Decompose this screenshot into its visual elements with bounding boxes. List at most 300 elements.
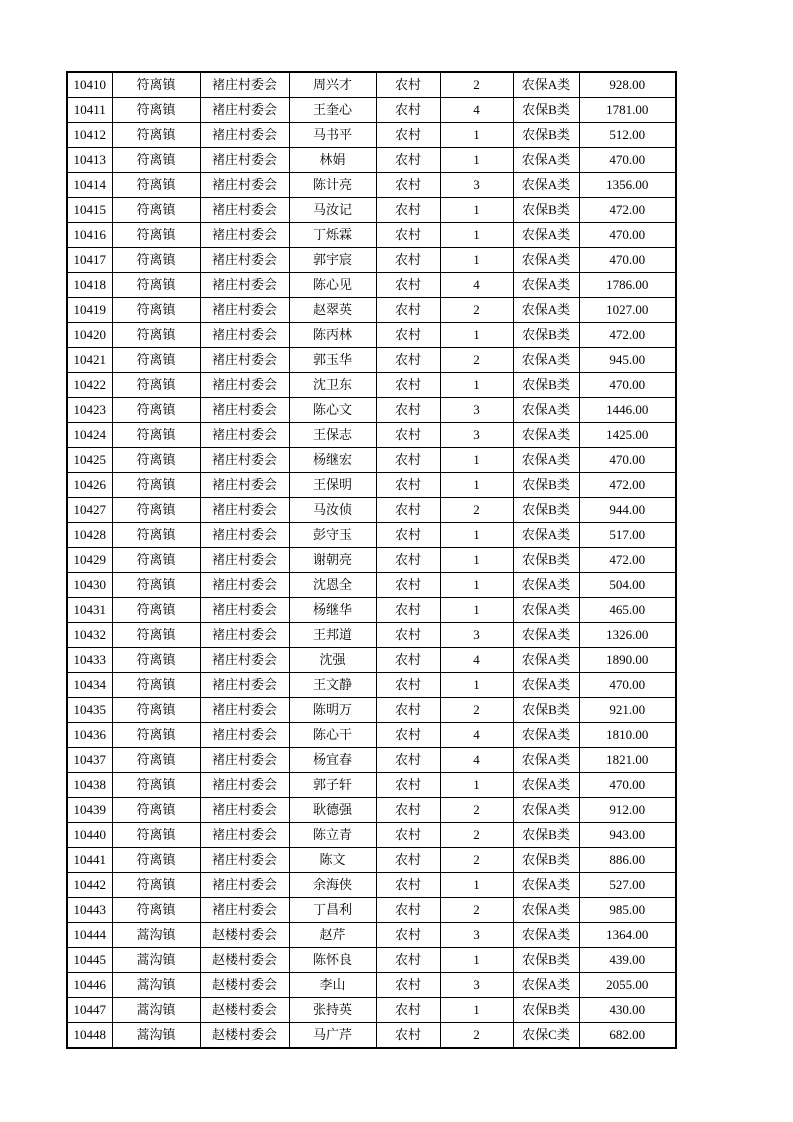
cell-village-committee: 褚庄村委会 [200,748,289,773]
cell-insurance-category: 农保B类 [513,123,579,148]
cell-person-name: 余海侠 [289,873,376,898]
cell-insurance-category: 农保B类 [513,823,579,848]
cell-amount: 472.00 [579,473,676,498]
cell-village-committee: 褚庄村委会 [200,448,289,473]
cell-amount: 682.00 [579,1023,676,1049]
table-row [67,498,676,523]
cell-village-committee: 褚庄村委会 [200,498,289,523]
cell-village-committee: 赵楼村委会 [200,998,289,1023]
cell-village-committee: 褚庄村委会 [200,523,289,548]
cell-insurance-category: 农保A类 [513,873,579,898]
cell-amount: 470.00 [579,248,676,273]
cell-household-type: 农村 [376,798,440,823]
cell-village-committee: 褚庄村委会 [200,98,289,123]
cell-village-committee: 褚庄村委会 [200,873,289,898]
cell-village-committee: 褚庄村委会 [200,72,289,98]
cell-person-count: 1 [440,523,513,548]
cell-record-id: 10443 [67,898,112,923]
table-row [67,223,676,248]
cell-household-type: 农村 [376,748,440,773]
cell-town: 符离镇 [112,173,200,198]
cell-household-type: 农村 [376,373,440,398]
cell-town: 符离镇 [112,448,200,473]
cell-person-count: 3 [440,973,513,998]
cell-amount: 945.00 [579,348,676,373]
table-row [67,973,676,998]
cell-person-count: 1 [440,573,513,598]
cell-insurance-category: 农保B类 [513,948,579,973]
cell-amount: 1781.00 [579,98,676,123]
cell-record-id: 10436 [67,723,112,748]
cell-person-count: 1 [440,873,513,898]
cell-household-type: 农村 [376,873,440,898]
cell-town: 符离镇 [112,323,200,348]
cell-person-name: 王保志 [289,423,376,448]
cell-person-count: 4 [440,723,513,748]
cell-household-type: 农村 [376,623,440,648]
cell-person-name: 陈计亮 [289,173,376,198]
cell-record-id: 10416 [67,223,112,248]
cell-amount: 921.00 [579,698,676,723]
cell-insurance-category: 农保B类 [513,698,579,723]
cell-amount: 886.00 [579,848,676,873]
cell-person-name: 沈恩全 [289,573,376,598]
cell-village-committee: 褚庄村委会 [200,148,289,173]
cell-person-count: 3 [440,623,513,648]
cell-household-type: 农村 [376,323,440,348]
cell-insurance-category: 农保A类 [513,723,579,748]
cell-person-name: 耿德强 [289,798,376,823]
cell-household-type: 农村 [376,548,440,573]
cell-amount: 1027.00 [579,298,676,323]
cell-person-count: 1 [440,248,513,273]
cell-insurance-category: 农保B类 [513,373,579,398]
cell-household-type: 农村 [376,923,440,948]
cell-town: 符离镇 [112,348,200,373]
cell-amount: 1890.00 [579,648,676,673]
cell-record-id: 10445 [67,948,112,973]
table-row [67,698,676,723]
cell-record-id: 10437 [67,748,112,773]
table-row [67,398,676,423]
cell-person-count: 2 [440,898,513,923]
cell-person-count: 3 [440,423,513,448]
cell-village-committee: 褚庄村委会 [200,198,289,223]
cell-person-count: 1 [440,673,513,698]
cell-person-name: 沈卫东 [289,373,376,398]
cell-insurance-category: 农保A类 [513,348,579,373]
cell-town: 符离镇 [112,123,200,148]
cell-insurance-category: 农保A类 [513,298,579,323]
cell-amount: 1821.00 [579,748,676,773]
cell-village-committee: 褚庄村委会 [200,598,289,623]
cell-village-committee: 褚庄村委会 [200,373,289,398]
cell-person-count: 2 [440,698,513,723]
cell-amount: 2055.00 [579,973,676,998]
cell-town: 符离镇 [112,648,200,673]
cell-record-id: 10420 [67,323,112,348]
cell-village-committee: 赵楼村委会 [200,948,289,973]
cell-person-count: 2 [440,1023,513,1049]
cell-town: 符离镇 [112,373,200,398]
table-body [67,72,676,1048]
table-row [67,123,676,148]
table-row [67,323,676,348]
cell-amount: 470.00 [579,448,676,473]
cell-person-count: 3 [440,923,513,948]
cell-record-id: 10429 [67,548,112,573]
cell-household-type: 农村 [376,698,440,723]
cell-household-type: 农村 [376,72,440,98]
cell-person-count: 4 [440,273,513,298]
cell-town: 符离镇 [112,773,200,798]
cell-village-committee: 褚庄村委会 [200,823,289,848]
cell-town: 符离镇 [112,873,200,898]
cell-insurance-category: 农保A类 [513,72,579,98]
cell-insurance-category: 农保A类 [513,898,579,923]
cell-household-type: 农村 [376,173,440,198]
cell-household-type: 农村 [376,248,440,273]
cell-household-type: 农村 [376,473,440,498]
cell-person-count: 2 [440,348,513,373]
cell-town: 符离镇 [112,748,200,773]
cell-person-name: 陈立青 [289,823,376,848]
cell-town: 符离镇 [112,298,200,323]
cell-insurance-category: 农保A类 [513,798,579,823]
cell-amount: 470.00 [579,223,676,248]
cell-person-name: 陈明万 [289,698,376,723]
table-row [67,748,676,773]
cell-amount: 1786.00 [579,273,676,298]
cell-amount: 517.00 [579,523,676,548]
cell-amount: 470.00 [579,148,676,173]
cell-village-committee: 褚庄村委会 [200,548,289,573]
cell-insurance-category: 农保A类 [513,623,579,648]
cell-insurance-category: 农保A类 [513,973,579,998]
cell-town: 符离镇 [112,398,200,423]
cell-record-id: 10423 [67,398,112,423]
cell-person-name: 周兴才 [289,72,376,98]
cell-insurance-category: 农保A类 [513,173,579,198]
cell-household-type: 农村 [376,723,440,748]
cell-insurance-category: 农保A类 [513,423,579,448]
table-row [67,473,676,498]
cell-record-id: 10415 [67,198,112,223]
cell-person-count: 1 [440,198,513,223]
cell-village-committee: 褚庄村委会 [200,173,289,198]
cell-record-id: 10417 [67,248,112,273]
cell-town: 蒿沟镇 [112,923,200,948]
cell-amount: 470.00 [579,773,676,798]
cell-household-type: 农村 [376,398,440,423]
table-row [67,348,676,373]
table-row [67,298,676,323]
cell-insurance-category: 农保A类 [513,598,579,623]
cell-town: 符离镇 [112,823,200,848]
cell-insurance-category: 农保B类 [513,98,579,123]
cell-village-committee: 褚庄村委会 [200,273,289,298]
cell-record-id: 10422 [67,373,112,398]
cell-town: 符离镇 [112,523,200,548]
cell-town: 符离镇 [112,548,200,573]
cell-amount: 1326.00 [579,623,676,648]
cell-record-id: 10433 [67,648,112,673]
cell-record-id: 10418 [67,273,112,298]
cell-household-type: 农村 [376,198,440,223]
cell-insurance-category: 农保A类 [513,748,579,773]
cell-household-type: 农村 [376,948,440,973]
cell-household-type: 农村 [376,298,440,323]
table-row [67,773,676,798]
cell-person-name: 马汝记 [289,198,376,223]
table-row [67,548,676,573]
cell-household-type: 农村 [376,273,440,298]
table-row [67,198,676,223]
cell-record-id: 10424 [67,423,112,448]
cell-person-name: 陈心见 [289,273,376,298]
cell-insurance-category: 农保A类 [513,273,579,298]
cell-amount: 470.00 [579,673,676,698]
cell-person-name: 陈心文 [289,398,376,423]
cell-household-type: 农村 [376,1023,440,1049]
cell-person-name: 马书平 [289,123,376,148]
cell-village-committee: 褚庄村委会 [200,648,289,673]
cell-town: 符离镇 [112,698,200,723]
cell-household-type: 农村 [376,648,440,673]
cell-household-type: 农村 [376,598,440,623]
table-row [67,72,676,98]
cell-amount: 527.00 [579,873,676,898]
cell-town: 符离镇 [112,198,200,223]
cell-record-id: 10432 [67,623,112,648]
table-row [67,423,676,448]
table-row [67,373,676,398]
cell-household-type: 农村 [376,148,440,173]
cell-household-type: 农村 [376,898,440,923]
cell-person-count: 3 [440,398,513,423]
cell-person-count: 1 [440,373,513,398]
cell-amount: 465.00 [579,598,676,623]
cell-person-count: 2 [440,798,513,823]
table-row [67,948,676,973]
cell-person-name: 李山 [289,973,376,998]
cell-village-committee: 褚庄村委会 [200,473,289,498]
cell-record-id: 10427 [67,498,112,523]
cell-insurance-category: 农保C类 [513,1023,579,1049]
table-row [67,923,676,948]
cell-amount: 430.00 [579,998,676,1023]
cell-town: 符离镇 [112,723,200,748]
table-row [67,673,676,698]
cell-record-id: 10426 [67,473,112,498]
cell-record-id: 10430 [67,573,112,598]
cell-village-committee: 褚庄村委会 [200,423,289,448]
cell-household-type: 农村 [376,823,440,848]
cell-amount: 943.00 [579,823,676,848]
cell-town: 符离镇 [112,72,200,98]
cell-town: 符离镇 [112,98,200,123]
cell-amount: 985.00 [579,898,676,923]
cell-insurance-category: 农保A类 [513,523,579,548]
cell-amount: 512.00 [579,123,676,148]
cell-person-name: 赵翠英 [289,298,376,323]
cell-town: 蒿沟镇 [112,998,200,1023]
cell-village-committee: 褚庄村委会 [200,698,289,723]
cell-village-committee: 褚庄村委会 [200,123,289,148]
cell-village-committee: 褚庄村委会 [200,723,289,748]
table-row [67,848,676,873]
cell-town: 符离镇 [112,598,200,623]
cell-person-name: 杨继华 [289,598,376,623]
cell-village-committee: 褚庄村委会 [200,848,289,873]
cell-person-name: 陈心干 [289,723,376,748]
cell-person-name: 王邦道 [289,623,376,648]
cell-insurance-category: 农保A类 [513,398,579,423]
cell-person-name: 马广芹 [289,1023,376,1049]
cell-amount: 944.00 [579,498,676,523]
cell-household-type: 农村 [376,448,440,473]
cell-insurance-category: 农保A类 [513,923,579,948]
cell-person-count: 3 [440,173,513,198]
cell-record-id: 10442 [67,873,112,898]
cell-person-count: 1 [440,998,513,1023]
cell-insurance-category: 农保A类 [513,448,579,473]
cell-village-committee: 褚庄村委会 [200,223,289,248]
cell-insurance-category: 农保A类 [513,648,579,673]
cell-person-count: 1 [440,598,513,623]
table-row [67,623,676,648]
cell-record-id: 10441 [67,848,112,873]
cell-record-id: 10412 [67,123,112,148]
cell-amount: 472.00 [579,323,676,348]
cell-village-committee: 褚庄村委会 [200,773,289,798]
cell-person-count: 4 [440,648,513,673]
cell-village-committee: 褚庄村委会 [200,323,289,348]
cell-record-id: 10440 [67,823,112,848]
table-row [67,798,676,823]
table-row [67,823,676,848]
cell-insurance-category: 农保A类 [513,223,579,248]
cell-insurance-category: 农保A类 [513,148,579,173]
table-row [67,598,676,623]
cell-village-committee: 褚庄村委会 [200,673,289,698]
cell-town: 符离镇 [112,898,200,923]
cell-amount: 472.00 [579,198,676,223]
cell-amount: 472.00 [579,548,676,573]
cell-record-id: 10410 [67,72,112,98]
cell-village-committee: 褚庄村委会 [200,248,289,273]
cell-town: 符离镇 [112,848,200,873]
cell-village-committee: 褚庄村委会 [200,798,289,823]
cell-person-name: 马汝侦 [289,498,376,523]
cell-person-name: 陈文 [289,848,376,873]
table-row [67,648,676,673]
cell-insurance-category: 农保B类 [513,548,579,573]
cell-amount: 470.00 [579,373,676,398]
cell-person-count: 2 [440,848,513,873]
cell-record-id: 10444 [67,923,112,948]
cell-town: 符离镇 [112,573,200,598]
cell-insurance-category: 农保A类 [513,248,579,273]
cell-amount: 1425.00 [579,423,676,448]
table-row [67,448,676,473]
cell-record-id: 10421 [67,348,112,373]
cell-village-committee: 褚庄村委会 [200,348,289,373]
records-table [66,71,677,1049]
cell-amount: 1810.00 [579,723,676,748]
table-row [67,98,676,123]
cell-town: 符离镇 [112,498,200,523]
cell-person-count: 2 [440,72,513,98]
cell-household-type: 农村 [376,573,440,598]
cell-person-count: 1 [440,148,513,173]
cell-record-id: 10446 [67,973,112,998]
table-row [67,873,676,898]
cell-village-committee: 赵楼村委会 [200,973,289,998]
cell-household-type: 农村 [376,223,440,248]
cell-town: 蒿沟镇 [112,1023,200,1049]
cell-record-id: 10414 [67,173,112,198]
cell-village-committee: 赵楼村委会 [200,1023,289,1049]
cell-amount: 1364.00 [579,923,676,948]
cell-village-committee: 褚庄村委会 [200,398,289,423]
cell-village-committee: 褚庄村委会 [200,898,289,923]
cell-household-type: 农村 [376,998,440,1023]
cell-insurance-category: 农保B类 [513,848,579,873]
cell-person-count: 1 [440,448,513,473]
cell-person-name: 陈怀良 [289,948,376,973]
cell-person-count: 2 [440,823,513,848]
table-row [67,1023,676,1049]
cell-person-name: 王文静 [289,673,376,698]
cell-village-committee: 褚庄村委会 [200,573,289,598]
cell-person-count: 1 [440,223,513,248]
cell-insurance-category: 农保B类 [513,473,579,498]
table-row [67,248,676,273]
cell-town: 蒿沟镇 [112,948,200,973]
table-row [67,273,676,298]
cell-person-count: 1 [440,548,513,573]
table-row [67,723,676,748]
cell-amount: 928.00 [579,72,676,98]
cell-person-count: 1 [440,323,513,348]
cell-town: 蒿沟镇 [112,973,200,998]
cell-amount: 912.00 [579,798,676,823]
cell-town: 符离镇 [112,148,200,173]
cell-person-name: 张持英 [289,998,376,1023]
table-row [67,523,676,548]
cell-record-id: 10413 [67,148,112,173]
cell-person-name: 陈丙林 [289,323,376,348]
cell-person-count: 1 [440,473,513,498]
cell-household-type: 农村 [376,848,440,873]
cell-insurance-category: 农保A类 [513,573,579,598]
cell-insurance-category: 农保A类 [513,773,579,798]
cell-record-id: 10448 [67,1023,112,1049]
cell-village-committee: 赵楼村委会 [200,923,289,948]
cell-person-count: 4 [440,748,513,773]
cell-amount: 1446.00 [579,398,676,423]
cell-town: 符离镇 [112,473,200,498]
cell-record-id: 10431 [67,598,112,623]
cell-insurance-category: 农保B类 [513,198,579,223]
cell-record-id: 10438 [67,773,112,798]
cell-amount: 439.00 [579,948,676,973]
cell-person-name: 郭宇宸 [289,248,376,273]
cell-record-id: 10435 [67,698,112,723]
cell-record-id: 10447 [67,998,112,1023]
cell-person-name: 彭守玉 [289,523,376,548]
